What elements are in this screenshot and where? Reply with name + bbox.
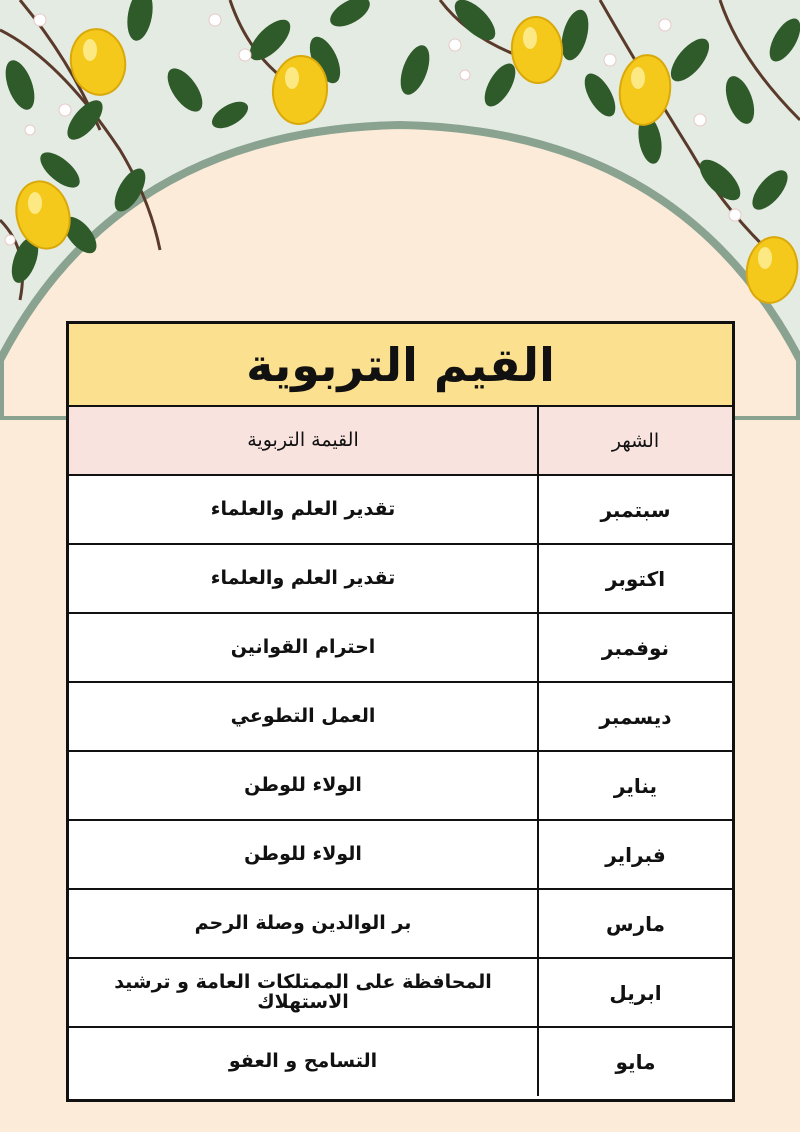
month-cell: سبتمبر bbox=[538, 475, 732, 544]
table-header-row bbox=[69, 407, 732, 475]
values-table-card bbox=[66, 321, 735, 1102]
table-row bbox=[69, 889, 732, 958]
value-cell: العمل التطوعي bbox=[69, 682, 538, 751]
value-cell: احترام القوانين bbox=[69, 613, 538, 682]
table-row bbox=[69, 958, 732, 1027]
table-row bbox=[69, 1027, 732, 1096]
title-band bbox=[69, 324, 732, 407]
page-title: القيم التربوية bbox=[246, 337, 555, 392]
table-row bbox=[69, 475, 732, 544]
header-month: الشهر bbox=[538, 407, 732, 475]
value-cell: بر الوالدين وصلة الرحم bbox=[69, 889, 538, 958]
month-cell: نوفمبر bbox=[538, 613, 732, 682]
month-cell: مارس bbox=[538, 889, 732, 958]
month-cell: ابريل bbox=[538, 958, 732, 1027]
table-row bbox=[69, 613, 732, 682]
month-cell: ديسمبر bbox=[538, 682, 732, 751]
value-cell: الولاء للوطن bbox=[69, 751, 538, 820]
table-row bbox=[69, 751, 732, 820]
header-value: القيمة التربوية bbox=[69, 407, 538, 475]
table-row bbox=[69, 820, 732, 889]
value-cell: تقدير العلم والعلماء bbox=[69, 475, 538, 544]
month-cell: اكتوبر bbox=[538, 544, 732, 613]
value-cell: المحافظة على الممتلكات العامة و ترشيد الاستهلاك bbox=[69, 958, 538, 1027]
values-table bbox=[69, 407, 732, 1096]
table-row bbox=[69, 682, 732, 751]
month-cell: يناير bbox=[538, 751, 732, 820]
value-cell: التسامح و العفو bbox=[228, 1050, 378, 1073]
value-cell: الولاء للوطن bbox=[69, 820, 538, 889]
value-cell: تقدير العلم والعلماء bbox=[69, 544, 538, 613]
table-row bbox=[69, 544, 732, 613]
month-cell: مايو bbox=[538, 1027, 732, 1096]
month-cell: فبراير bbox=[538, 820, 732, 889]
